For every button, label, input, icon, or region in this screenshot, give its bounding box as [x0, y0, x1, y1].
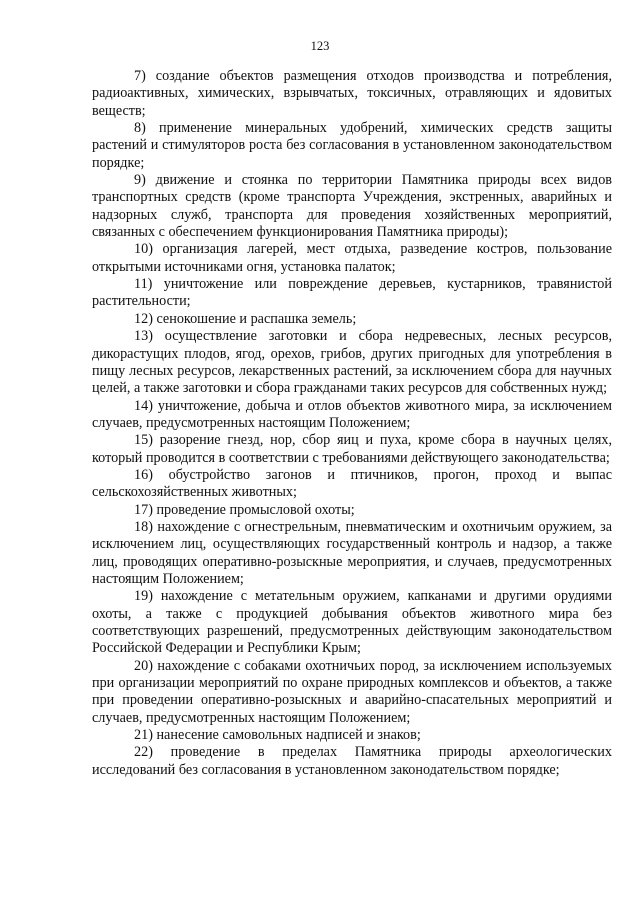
list-item: 18) нахождение с огнестрельным, пневматическим и охотничьим оружием, за исключением лиц, осуществляющих государственный контроль и надзор, а также лиц, проводящих оперативно-розыскные мероприятия, и случаев, предусмотренных настоящим Положением; — [92, 518, 612, 587]
list-item: 14) уничтожение, добыча и отлов объектов животного мира, за исключением случаев, предусмотренных настоящим Положением; — [92, 397, 612, 431]
list-item: 11) уничтожение или повреждение деревьев, кустарников, травянистой растительности; — [92, 276, 612, 310]
list-item: 16) обустройство загонов и птичников, прогон, проход и выпас сельскохозяйственных животных; — [92, 466, 612, 501]
list-item: 8) применение минеральных удобрений, химических средств защиты растений и стимуляторов роста без согласования в установленном законодательством порядке; — [92, 120, 612, 171]
list-item: 13) осуществление заготовки и сбора недревесных, лесных ресурсов, дикорастущих плодов, ягод, орехов, грибов, других пригодных для употребления в пищу лесных ресурсов, лекарственных растений, за исключением сбора для научных целей, а также заготовки и сбора гражданами таких ресурсов для собственных нужд; — [92, 328, 612, 397]
list-item: 20) нахождение с собаками охотничьих пород, за исключением используемых при организации мероприятий по охране природных комплексов и объектов, а также при проведении оперативно-розыскных и аварийно-спасательных мероприятий и случаев, предусмотренных настоящим Положением; — [92, 657, 612, 726]
list-item: 10) организация лагерей, мест отдыха, разведение костров, пользование открытыми источниками огня, установка палаток; — [92, 241, 612, 275]
list-item: 15) разорение гнезд, нор, сбор яиц и пуха, кроме сбора в научных целях, который проводится в соответствии с требованиями действующего законодательства; — [92, 432, 612, 466]
document-body — [92, 68, 612, 779]
list-item: 17) проведение промысловой охоты; — [134, 501, 355, 518]
list-item: 9) движение и стоянка по территории Памятника природы всех видов транспортных средств (кроме транспорта Учреждения, экстренных, аварийных и надзорных служб, транспорта для проведения хозяйственных мероприятий, связанных с обеспечением функционирования Памятника природы); — [92, 172, 612, 241]
list-item: 22) проведение в пределах Памятника природы археологических исследований без согласования в установленном законодательством порядке; — [92, 744, 612, 778]
list-item: 21) нанесение самовольных надписей и знаков; — [134, 727, 421, 744]
page-number: 123 — [310, 39, 330, 53]
list-item: 19) нахождение с метательным оружием, капканами и другими орудиями охоты, а также с продукцией добывания объектов животного мира без соответствующих разрешений, предусмотренных действующим законодательством Российской Федерации и Республики Крым; — [92, 588, 612, 657]
list-item: 12) сенокошение и распашка земель; — [134, 310, 357, 327]
list-item: 7) создание объектов размещения отходов производства и потребления, радиоактивных, химических, взрывчатых, токсичных, отравляющих и ядовитых веществ; — [92, 68, 612, 119]
